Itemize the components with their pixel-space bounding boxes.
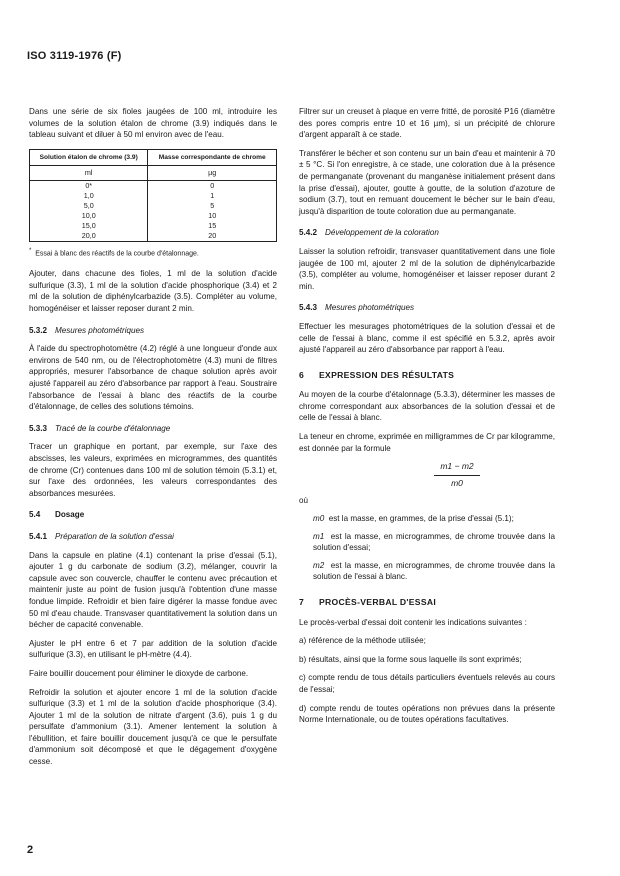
table-row (30, 191, 277, 201)
section-title: Mesures photométriques (55, 325, 145, 335)
list-item: b) résultats, ainsi que la forme sous laquelle ils sont exprimés; (299, 654, 522, 664)
section-title: Tracé de la courbe d'étalonnage (55, 423, 171, 433)
variable-m1 (313, 531, 555, 554)
paragraph-5-3-2: À l'aide du spectrophotomètre (4.2) réglé à une longueur d'onde aux environs de 540 nm, ou de l'électrophotomètre (4.3) muni de filtres appropriés, mesurer l'absorbance de chaque solution après avoir ajusté l'appareil au zéro d'absorbance par rapport à l'eau. Soustraire l'absorbance de l'essai à blanc des réactifs de la courbe d'étalonnage, de celles des solutions témoins. (29, 344, 277, 412)
table-cell: 20,0 (30, 231, 148, 242)
paragraph-5-3-3: Tracer un graphique en portant, par exemple, sur l'axe des abscisses, les valeurs, exprimées en microgrammes, des quantités de chrome (Cr) contenues dans 100 ml de solution témoin (5.3.1) et, sur l'axe des ordonnées, les valeurs correspondantes des absorbances mesurées. (29, 442, 277, 498)
table-cell: 1 (148, 191, 277, 201)
paragraph-transferer: Transférer le bécher et son contenu sur un bain d'eau et maintenir à 70 ± 5 °C. Si l'on enregistre, à ce stade, une coloration due à la présence de permanganate (provenant du manganèse initialement présent dans la prise d'essai), ajouter, goutte à goutte, de la solution d'azoture de sodium (3.7), tout en remuant doucement le bécher sur le bain d'eau, jusqu'à disparition de toute coloration due au permanganate. (299, 148, 555, 216)
section-5-4-1-heading (29, 531, 277, 543)
table-cell: 1,0 (30, 191, 148, 201)
table-footnote (29, 246, 277, 260)
section-7-heading (299, 597, 555, 609)
paragraph-ajouter: Ajouter, dans chacune des fioles, 1 ml de la solution d'acide sulfurique (3.3), 1 ml de la solution d'acide phosphorique (3.4) et 2 ml de la solution de diphénylcarbazide (3.5). Compléter au volume, homogénéiser et laisser reposer durant 2 min. (29, 269, 277, 314)
section-5-4-heading (29, 509, 277, 521)
table-row (30, 211, 277, 221)
variable-m2 (313, 560, 555, 583)
section-5-4-3-heading (299, 302, 555, 314)
table-cell: 15,0 (30, 221, 148, 231)
section-number: 5.4 (29, 510, 41, 520)
paragraph-5-4-2: Laisser la solution refroidir, transvaser quantitativement dans une fiole jaugée de 100 ml, ajouter 2 ml de la solution de diphénylcarbazide (3.5), compléter au volume, homogénéiser et laisser reposer durant 2 min. (299, 246, 555, 291)
variable-definition: est la masse, en grammes, de la prise d'essai (5.1); (328, 514, 514, 524)
table-cell: 10 (148, 211, 277, 221)
paragraph-bouillir: Faire bouillir doucement pour éliminer le dioxyde de carbone. (29, 668, 249, 678)
section-number: 7 (299, 597, 305, 607)
table-unit-mass: µg (148, 166, 277, 181)
table-row (30, 181, 277, 192)
list-item: c) compte rendu de tous détails particuliers éventuels relevés au cours de l'essai; (299, 673, 555, 694)
calibration-table (29, 149, 277, 243)
where-label: où (299, 496, 309, 506)
table-header-mass: Masse correspondante de chrome (148, 149, 277, 166)
section-number: 5.4.1 (29, 531, 48, 541)
footnote-text: Essai à blanc des réactifs de la courbe d'étalonnage. (35, 250, 199, 258)
section-title: Dosage (55, 510, 85, 520)
list-item: d) compte rendu de toutes opérations non prévues dans la présente Norme Internationale, ou de toutes opérations facultatives. (299, 703, 555, 725)
table-cell: 5,0 (30, 201, 148, 211)
paragraph-filtrer: Filtrer sur un creuset à plaque en verre fritté, de porosité P16 (diamètre des pores compris entre 10 et 16 µm), si un précipité de chlorure d'argent apparaît à ce stade. (299, 107, 555, 140)
footnote-mark: * (29, 248, 32, 255)
paragraph-6a: Au moyen de la courbe d'étalonnage (5.3.3), déterminer les masses de chrome correspondant aux absorbances de la solution d'essai et de celle de l'essai à blanc. (299, 390, 555, 423)
formula-denominator: m0 (451, 477, 463, 488)
list-item: a) référence de la méthode utilisée; (299, 636, 426, 646)
table-row (30, 231, 277, 242)
table-cell: 0 (148, 181, 277, 192)
variable-definition: est la masse, en microgrammes, de chrome trouvée dans la solution de l'essai à blanc. (313, 560, 556, 582)
section-number: 5.3.2 (29, 325, 48, 335)
variable-symbol: m2 (313, 560, 325, 570)
table-cell: 20 (148, 231, 277, 242)
formula-numerator: m1 − m2 (434, 461, 479, 476)
page-number: 2 (27, 844, 34, 856)
variable-m0 (313, 513, 555, 525)
section-title: Préparation de la solution d'essai (55, 531, 174, 541)
section-title: PROCÈS-VERBAL D'ESSAI (319, 597, 437, 607)
variable-symbol: m1 (313, 531, 325, 541)
section-5-4-2-heading (299, 227, 555, 239)
section-5-3-3-heading (29, 423, 277, 435)
table-cell: 10,0 (30, 211, 148, 221)
table-row (30, 201, 277, 211)
intro-paragraph: Dans une série de six fioles jaugées de 100 ml, introduire les volumes de la solution étalon de chrome (3.9) indiqués dans le tableau suivant et diluer à 50 ml environ avec de l'eau. (29, 107, 277, 140)
section-5-3-2-heading (29, 325, 277, 337)
paragraph-refroidir: Refroidir la solution et ajouter encore 1 ml de la solution d'acide sulfurique (3.3) et 1 ml de la solution d'acide phosphorique (3.4). Ajouter 1 ml de la solution de nitrate d'argent (3.6), puis 1 g du persulfate d'ammonium (3.1). Amener lentement la solution à l'ébullition, et faire bouillir doucement jusqu'à ce que le persulfate d'ammonium soit décomposé et que le dégagement d'oxygène cesse. (29, 687, 277, 767)
paragraph-6b: La teneur en chrome, exprimée en milligrammes de Cr par kilogramme, est donnée par la formule (299, 432, 555, 453)
section-title: Mesures photométriques (325, 303, 415, 313)
section-number: 5.4.3 (299, 303, 318, 313)
table-cell: 5 (148, 201, 277, 211)
variable-symbol: m0 (313, 514, 325, 524)
paragraph-ph: Ajuster le pH entre 6 et 7 par addition de la solution d'acide sulfurique (3.3), en utilisant le pH-mètre (4.4). (29, 638, 277, 660)
table-row (30, 221, 277, 231)
paragraph-5-4-1: Dans la capsule en platine (4.1) contenant la prise d'essai (5.1), ajouter 1 g du carbonate de sodium (3.2), mélanger, couvrir la capsule avec son couvercle, chauffer le contenu avec précaution et maintenir juste au point de fusion jusqu'à l'obtention d'une masse fondue limpide. Refroidir et bien faire digérer la masse fondue avec 50 ml d'eau chaude. Transvaser quantitativement la solution dans un bécher de capacité convenable. (29, 550, 277, 630)
table-cell: 15 (148, 221, 277, 231)
document-header: ISO 3119-1976 (F) (27, 50, 122, 62)
section-title: EXPRESSION DES RÉSULTATS (319, 369, 455, 380)
variable-definition: est la masse, en microgrammes, de chrome trouvée dans la solution d'essai; (313, 531, 556, 553)
section-number: 5.3.3 (29, 423, 48, 433)
table-unit-volume: ml (30, 166, 148, 181)
section-6-heading (299, 370, 555, 382)
right-column (299, 106, 555, 733)
table-cell: 0* (30, 181, 148, 192)
section-number: 5.4.2 (299, 228, 318, 238)
section-title: Développement de la coloration (325, 228, 439, 238)
left-column (29, 106, 277, 775)
result-formula (359, 461, 555, 489)
section-number: 6 (299, 369, 305, 380)
paragraph-7: Le procès-verbal d'essai doit contenir les indications suivantes : (299, 617, 527, 627)
paragraph-5-4-3: Effectuer les mesurages photométriques de la solution d'essai et de celle de l'essai à blanc, comme il est spécifié en 5.3.2, après avoir ajusté l'appareil au zéro d'absorbance par rapport à l'eau. (299, 321, 555, 355)
table-header-volume: Solution étalon de chrome (3.9) (30, 149, 148, 166)
